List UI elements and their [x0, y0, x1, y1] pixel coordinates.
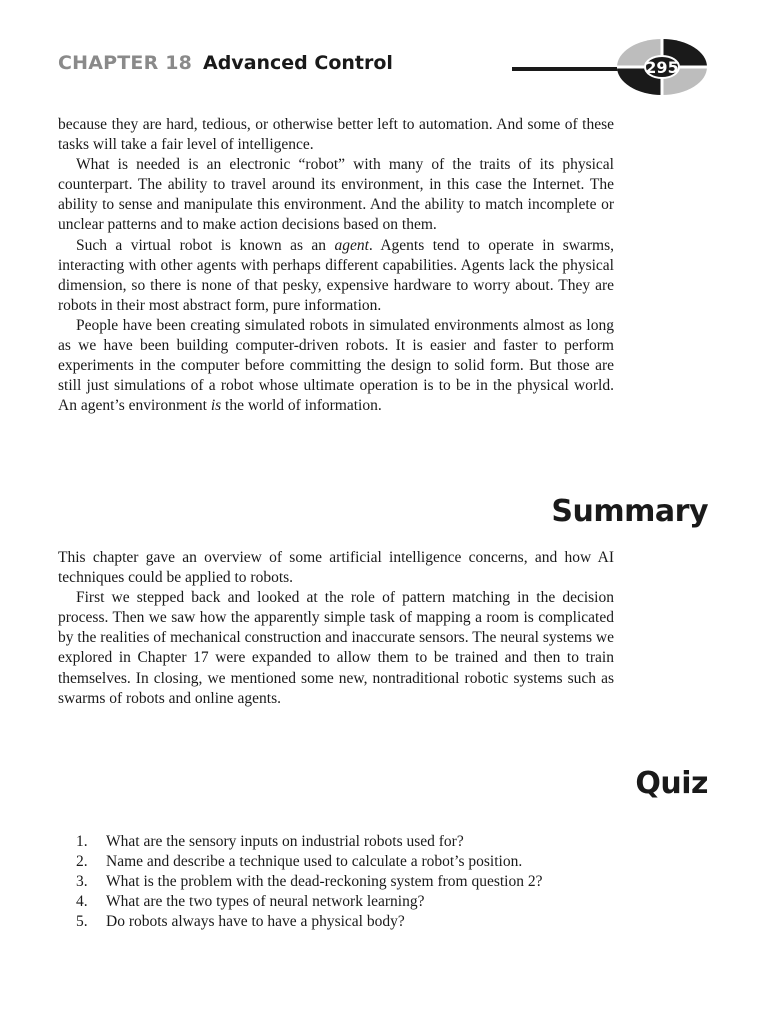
question-text: What is the problem with the dead-reckoning system from question 2? [106, 873, 543, 891]
chapter-label: CHAPTER 18 [58, 52, 193, 74]
summary-section [58, 548, 614, 709]
question-number: 1. [76, 833, 88, 850]
paragraph: What is needed is an electronic “robot” with many of the traits of its physical counterpart. The ability to travel around its environment, in this case the Internet. The ability to sense and manipulate this environment. And the ability to match incomplete or unclear patterns and to make action decisions based on them. [58, 156, 614, 234]
page-number: 295 [645, 57, 679, 77]
summary-heading: Summary [551, 494, 708, 529]
paragraph: People have been creating simulated robots in simulated environments almost as long as we have been building computer-driven robots. It is easier and faster to perform experiments in the computer before committing the design to solid form. But those are still just simulations of a robot whose ultimate operation is to be in the physical world. An agent’s environment is the world of information. [58, 316, 614, 415]
question-number: 5. [76, 913, 88, 931]
question-number: 3. [76, 873, 88, 891]
quiz-question [58, 832, 658, 852]
quiz-question [58, 912, 658, 932]
question-number: 2. [76, 853, 88, 871]
emphasis: agent [334, 236, 369, 254]
paragraph: Such a virtual robot is known as an agent. Agents tend to operate in swarms, interacting with other agents with perhaps different capabilities. Agents lack the physical dimension, so there is none of that pesky, expensive hardware to worry about. They are robots in their most abstract form, pure information. [58, 236, 614, 314]
quiz-question [58, 872, 658, 892]
quiz-question [58, 852, 658, 872]
paragraph: First we stepped back and looked at the role of pattern matching in the decision process. Then we saw how the apparently simple task of mapping a room is complicated by the realities of mechanical construction and inaccurate sensors. The neural systems we explored in Chapter 17 were expanded to allow them to be trained and then to train themselves. In closing, we mentioned some new, nontraditional robotic systems such as swarms of robots and online agents. [58, 589, 614, 707]
quiz-list [58, 832, 658, 932]
quiz-question [58, 892, 658, 912]
intro-section [58, 115, 614, 416]
question-text: Do robots always have to have a physical body? [106, 913, 405, 931]
emphasis: is [210, 397, 222, 415]
paragraph: because they are hard, tedious, or otherwise better left to automation. And some of these tasks will take a fair level of intelligence. [58, 116, 614, 154]
question-text: What are the two types of neural network learning? [106, 893, 425, 911]
question-number: 4. [76, 893, 88, 911]
question-text: Name and describe a technique used to calculate a robot’s position. [106, 853, 523, 871]
paragraph: This chapter gave an overview of some artificial intelligence concerns, and how AI techniques could be applied to robots. [58, 549, 614, 587]
quiz-heading: Quiz [635, 766, 708, 801]
question-text: What are the sensory inputs on industrial robots used for? [106, 833, 464, 850]
chapter-title: Advanced Control [203, 52, 393, 74]
page-number-badge [614, 36, 710, 98]
